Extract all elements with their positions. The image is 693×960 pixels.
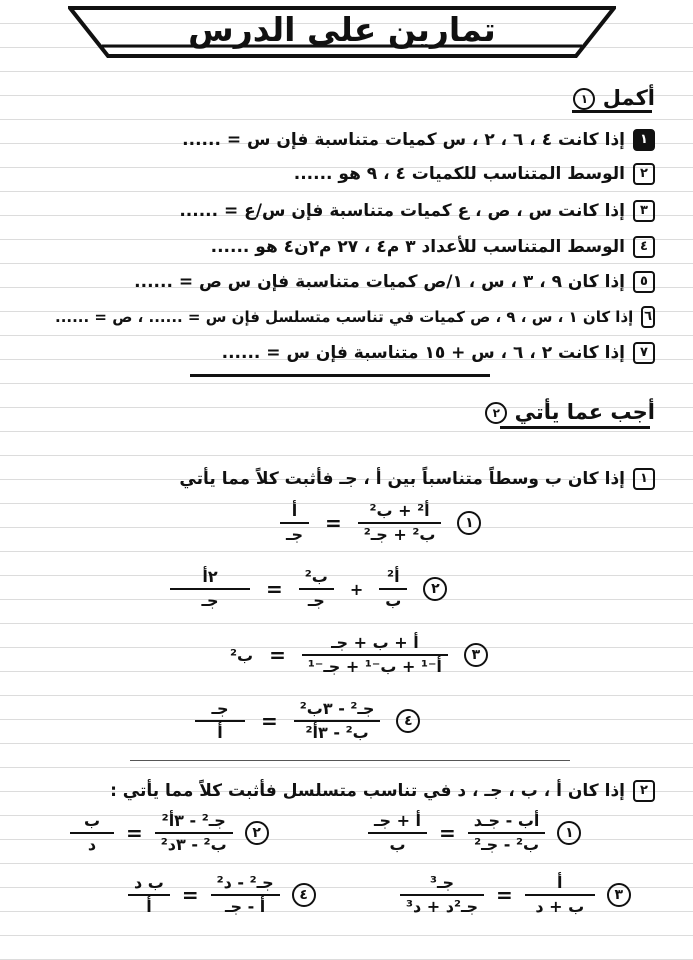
item-number: ١ (633, 129, 655, 151)
equals-sign: = (325, 511, 342, 535)
part-label: ١ (457, 511, 481, 535)
rhs-fraction: $\frac{\text{٢أ}}{\text{جـ}}$ (170, 568, 250, 610)
equals-sign: = (439, 821, 456, 845)
part-label: ٣ (464, 643, 488, 667)
equals-sign: = (126, 821, 143, 845)
plus-sign: + (349, 579, 364, 599)
list-item (55, 156, 655, 192)
q2-part-2 (70, 812, 330, 854)
list-item (55, 334, 655, 372)
lhs-fraction-a: $\frac{\text{أ²}}{\text{ب}}$ (379, 568, 407, 610)
rhs-fraction: $\frac{\text{أ + جـ}}{\text{ب}}$ (368, 812, 427, 854)
question-text: إذا كان ب وسطاً متناسباً بين أ ، جـ فأثبت كلاً مما يأتي (179, 469, 625, 489)
q1-part-3 (230, 634, 530, 676)
item-text: إذا كانت ٢ ، ٦ ، س + ١٥ متناسبة فإن س = ...... (221, 343, 625, 363)
equals-sign: = (496, 883, 513, 907)
section-underline (500, 426, 650, 429)
question-2 (110, 780, 655, 802)
part-label: ٤ (396, 709, 420, 733)
item-text: الوسط المتناسب للأعداد ٣ م٤ ، ٢٧ م٢ن٤ هو ...... (210, 237, 625, 257)
page-title: تمارين على الدرس (188, 10, 496, 49)
lhs-fraction: $\frac{\text{جـ² - د²}}{\text{أ - جـ}}$ (211, 874, 280, 916)
item-text: إذا كانت س ، ص ، ع كميات متناسبة فإن س/ع = ...... (179, 201, 625, 221)
title-banner (68, 4, 616, 60)
part-label: ٣ (607, 883, 631, 907)
lhs-fraction: $\frac{\text{أ² + ب²}}{\text{ب² + جـ²}}$ (358, 502, 442, 544)
item-text: الوسط المتناسب للكميات ٤ ، ٩ هو ...... (293, 164, 625, 184)
item-number: ٢ (633, 163, 655, 185)
complete-list (55, 124, 655, 372)
list-item (55, 124, 655, 156)
question-number: ١ (633, 468, 655, 490)
q2-part-1 (368, 812, 618, 854)
section-divider (190, 374, 490, 377)
question-divider (130, 760, 570, 761)
section-heading-complete-label: أكمل (602, 86, 655, 110)
part-label: ٢ (423, 577, 447, 601)
lhs-fraction: $\frac{\text{جـ² - ٣ب²}}{\text{ب² - ٣أ²}}$ (294, 700, 381, 742)
part-label: ١ (557, 821, 581, 845)
rhs-fraction: $\frac{\text{أ}}{\text{جـ}}$ (280, 502, 309, 544)
item-number: ٣ (633, 200, 655, 222)
part-label: ٢ (245, 821, 269, 845)
q2-part-3 (400, 874, 640, 916)
list-item (55, 192, 655, 230)
item-number: ٧ (633, 342, 655, 364)
item-number: ٤ (633, 236, 655, 258)
q1-part-4 (195, 700, 535, 742)
lhs-fraction: $\frac{\text{أب - جـد}}{\text{ب² - جـ²}}$ (468, 812, 546, 854)
rhs-fraction: $\frac{\text{ب}}{\text{د}}$ (70, 812, 114, 854)
item-text: إذا كانت ٤ ، ٦ ، ٢ ، س كميات متناسبة فإن س = ...... (182, 130, 625, 150)
rhs-fraction: $\frac{\text{جـ³}}{\text{جـ²د + د³}}$ (400, 874, 484, 916)
q1-part-2 (170, 568, 530, 610)
section-number-icon: ٢ (485, 402, 507, 424)
section-heading-answer (485, 400, 655, 424)
section-heading-answer-label: أجب عما يأتي (514, 400, 655, 424)
item-text: إذا كان ١ ، س ، ٩ ، ص كميات في تناسب متسلسل فإن س = ...... ، ص = ...... (55, 308, 634, 326)
list-item (55, 230, 655, 264)
equals-sign: = (266, 577, 283, 601)
q2-part-4 (128, 874, 348, 916)
q1-part-1 (280, 502, 520, 544)
lhs-fraction: $\frac{\text{جـ² - ٣أ²}}{\text{ب² - ٣د²}}$ (155, 812, 233, 854)
list-item (55, 264, 655, 300)
question-text: إذا كان أ ، ب ، جـ ، د في تناسب متسلسل فأثبت كلاً مما يأتي : (110, 781, 625, 801)
item-text: إذا كان ٩ ، ٣ ، س ، ١/ص كميات متناسبة فإن س ص = ...... (134, 272, 625, 292)
rhs-value: ب² (230, 645, 254, 665)
item-number: ٦ (641, 306, 655, 328)
lhs-fraction-b: $\frac{\text{ب²}}{\text{جـ}}$ (299, 568, 334, 610)
equals-sign: = (261, 709, 278, 733)
equals-sign: = (181, 883, 199, 907)
section-underline (572, 110, 652, 113)
equals-sign: = (269, 643, 286, 667)
question-number: ٢ (633, 780, 655, 802)
section-heading-complete (573, 86, 655, 110)
list-item (55, 300, 655, 334)
lhs-fraction: $\frac{\text{أ + ب + جـ}}{\text{أ⁻¹ + ب⁻¹ + جـ⁻¹}}$ (302, 634, 448, 676)
question-1 (179, 468, 655, 490)
rhs-fraction: $\frac{\text{جـ}}{\text{أ}}$ (195, 700, 245, 742)
part-label: ٤ (292, 883, 316, 907)
lhs-fraction: $\frac{\text{أ}}{\text{ب + د}}$ (525, 874, 595, 916)
item-number: ٥ (633, 271, 655, 293)
rhs-fraction: $\frac{\text{ب د}}{\text{أ}}$ (128, 874, 170, 916)
section-number-icon: ١ (573, 88, 595, 110)
